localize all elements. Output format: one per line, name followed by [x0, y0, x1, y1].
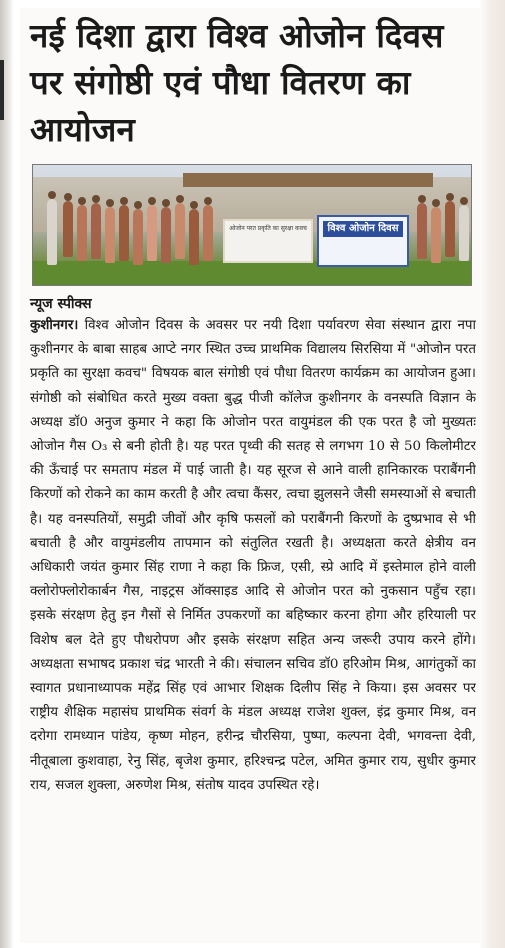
photo-person: [47, 199, 57, 265]
banner-left-text: ओजोन परत प्रकृति का सुरक्षा कवच: [229, 225, 307, 232]
photo-person: [133, 209, 143, 265]
photo-banner-right: [317, 215, 409, 267]
photo-person: [417, 203, 427, 259]
newspaper-clipping: [20, 8, 480, 943]
article-text: विश्व ओजोन दिवस के अवसर पर नयी दिशा पर्यावरण सेवा संस्थान द्वारा नपा कुशीनगर के बाबा साहब आप्टे नगर स्थित उच्च प्राथमिक विद्यालय सिरसिया में "ओजोन परत प्रकृति का सुरक्षा कवच" विषयक बाल संगोष्ठी एवं पौधा वितरण कार्यक्रम का आयोजन हुआ। संगोष्ठी को संबोधित करते मुख्य वक्ता बुद्ध पीजी कॉलेज कुशीनगर के वनस्पति विज्ञान के अध्यक्ष डॉ0 अनुज कुमार ने कहा कि ओजोन परत वायुमंडल की एक परत है जो मुख्यतः ओजोन गैस O₃ से बनी होती है। यह परत पृथ्वी की सतह से लगभग 10 से 50 किलोमीटर की ऊँचाई पर समताप मंडल में पाई जाती है। यह सूरज से आने वाली हानिकारक पराबैंगनी किरणों को रोकने का काम करती है और त्वचा कैंसर, त्वचा झुलसने जैसी समस्याओं से बचाती है। यह वनस्पतियों, समुद्री जीवों और कृषि फसलों को पराबैंगनी किरणों के दुष्प्रभाव से भी बचाती है और वायुमंडलीय तापमान को संतुलित रखती है। अध्यक्षता करते क्षेत्रीय वन अधिकारी जयंत कुमार सिंह राणा ने कहा कि फ्रिज, एसी, स्प्रे आदि में इस्तेमाल होने वाली क्लोरोफ्लोरोकार्बन गैस, नाइट्रस ऑक्साइड आदि से ओजोन परत को नुकसान पहुँच रहा। इसके संरक्षण हेतु इन गैसों से निर्मित उपकरणों का बहिष्कार करना होगा और हरियाली पर विशेष बल देते हुए पौधरोपण और इसके संरक्षण सहित अन्य जरूरी उपाय करने होंगे। अध्यक्षता सभाषद प्रकाश चंद्र भारती ने की। संचालन सचिव डॉ0 हरिओम मिश्र, आगंतुकों का स्वागत प्रधानाध्यापक महेंद्र सिंह एवं आभार शिक्षक दिलीप सिंह ने किया। इस अवसर पर राष्ट्रीय शैक्षिक महासंघ प्राथमिक संवर्ग के मंडल अध्यक्ष राजेश शुक्ल, इंद्र कुमार मिश्र, वन दरोगा रामध्यान पांडेय, कृष्ण मोहन, हरीन्द्र चौरसिया, पुष्पा, कल्पना देवी, भगवन्ता देवी, नीतूबाला कुशवाहा, रेनु सिंह, बृजेश कुमार, हरिश्चन्द्र पटेल, अमित कुमार राय, सुधीर कुमार राय, सजल शुक्ला, अरुणेश मिश्र, संतोष यादव उपस्थित रहे।: [30, 318, 476, 793]
banner-right-title: विश्व ओजोन दिवस: [323, 221, 403, 237]
photo-person: [175, 203, 185, 259]
event-photo: [32, 164, 472, 286]
photo-person: [203, 205, 213, 261]
photo-person: [91, 203, 101, 259]
headline: नई दिशा द्वारा विश्व ओजोन दिवस पर संगोष्ठी एवं पौधा वितरण का आयोजन: [30, 16, 444, 149]
photo-person: [161, 207, 171, 263]
article-dateline: कुशीनगर।: [30, 318, 79, 333]
photo-person: [63, 201, 73, 257]
photo-banner-left: [223, 219, 313, 263]
article-body: [30, 314, 476, 944]
page-right-edge: [479, 0, 505, 948]
photo-person: [459, 205, 469, 261]
page-left-edge: [0, 0, 14, 948]
photo-person: [77, 205, 87, 261]
photo-person: [445, 201, 455, 257]
photo-person: [119, 205, 129, 261]
edge-mark: [0, 60, 4, 120]
photo-roof: [183, 173, 433, 187]
photo-person: [431, 207, 441, 263]
byline: न्यूज स्पीक्स: [30, 296, 92, 312]
photo-person: [189, 209, 199, 265]
photo-person: [147, 205, 157, 261]
photo-person: [105, 207, 115, 263]
